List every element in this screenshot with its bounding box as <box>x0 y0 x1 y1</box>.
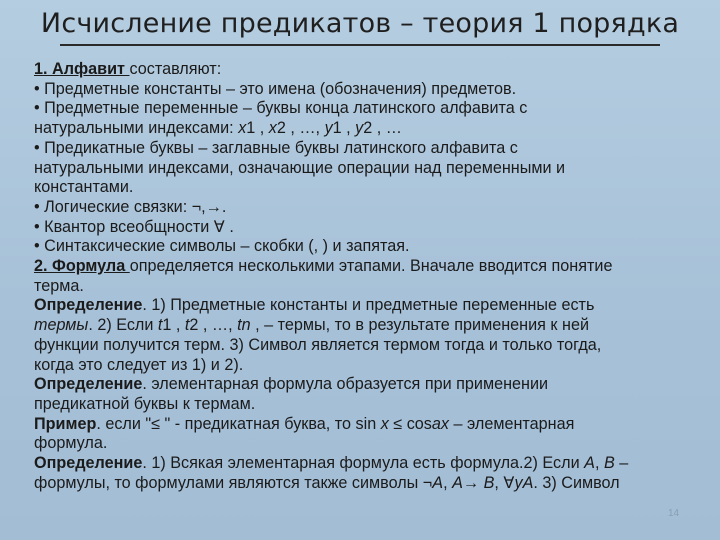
var-x: x <box>380 414 389 433</box>
bullet-quantifier: • Квантор всеобщности ∀ . <box>34 217 234 236</box>
text: . 1) Всякая элементарная формула есть формула.2) Если <box>142 454 585 473</box>
text: натуральными индексами: <box>34 119 239 138</box>
definition-heading: Определение <box>34 454 143 473</box>
example-heading: Пример <box>34 414 97 433</box>
text: 1 , <box>332 119 356 138</box>
text: 2 , … <box>363 119 402 138</box>
definition-formula-cont <box>34 474 704 494</box>
var-t: t <box>184 316 190 335</box>
text: . 3) Символ <box>533 473 620 492</box>
alphabet-heading: 1. Алфавит <box>34 60 130 78</box>
text: . 2) Если <box>88 316 158 335</box>
example-line-cont: формула. <box>34 434 108 453</box>
text: . 1) Предметные константы и предметные переменные есть <box>142 296 595 315</box>
var-ax: ax <box>431 414 449 433</box>
text: . элементарная формула образуется при применении <box>142 375 549 394</box>
bullet-predicates: • Предикатные буквы – заглавные буквы латинского алфавита с <box>34 138 518 157</box>
formula-line-cont: терма. <box>34 276 84 295</box>
definition-term-cont <box>34 316 704 336</box>
text: , <box>594 454 604 473</box>
var-x: x <box>268 119 277 138</box>
slide-title: Исчисление предикатов – теория 1 порядка <box>40 8 680 39</box>
definition-elementary-cont: предикатной буквы к термам. <box>34 394 256 413</box>
alphabet-line <box>34 60 704 80</box>
bullet-symbols: • Синтаксические символы – скобки (, ) и запятая. <box>34 237 410 256</box>
definition-term <box>34 296 704 316</box>
definition-term-cont2: функции получится терм. 3) Символ является термом тогда и только тогда, <box>34 335 602 354</box>
definition-term-cont3: когда это следует из 1) и 2). <box>34 355 244 374</box>
slide-body <box>34 60 704 493</box>
var-y: y <box>324 119 333 138</box>
text: , <box>443 473 453 492</box>
var-A: A <box>452 473 463 492</box>
definition-elementary <box>34 375 704 395</box>
bullet-predicates-cont: натуральными индексами, означающие операции над переменными и <box>34 158 566 177</box>
example-line <box>34 415 704 435</box>
var-A: A <box>432 473 444 492</box>
text: → <box>462 473 484 492</box>
formula-line <box>34 257 704 277</box>
bullet-variables-cont <box>34 119 704 139</box>
text: формулы, то формулами являются также символы ¬ <box>34 473 433 492</box>
term-word: термы <box>34 316 89 335</box>
var-tn: tn <box>237 316 251 335</box>
alphabet-text: составляют: <box>129 60 222 78</box>
text: – <box>614 454 629 473</box>
var-y: y <box>355 119 364 138</box>
text: – элементарная <box>449 414 575 433</box>
var-yA: yA <box>514 473 534 492</box>
var-t: t <box>157 316 163 335</box>
var-B: B <box>603 454 615 473</box>
var-x: x <box>238 119 247 138</box>
bullet-connectives: • Логические связки: ¬,→. <box>34 197 227 216</box>
text: ≤ cos <box>388 414 432 433</box>
formula-heading: 2. Формула <box>34 257 130 276</box>
text: , ∀ <box>494 473 515 492</box>
definition-heading: Определение <box>34 296 143 315</box>
title-underline <box>60 44 660 46</box>
var-B: B <box>483 473 495 492</box>
definition-heading: Определение <box>34 375 143 394</box>
formula-text: определяется несколькими этапами. Вначале вводится понятие <box>129 257 613 276</box>
text: . если "≤ " - предикатная буква, то sin <box>96 414 381 433</box>
text: 2 , …, <box>276 119 325 138</box>
bullet-constants: • Предметные константы – это имена (обозначения) предметов. <box>34 79 517 98</box>
definition-formula <box>34 454 704 474</box>
text: , – термы, то в результате применения к ней <box>250 316 589 335</box>
bullet-predicates-cont2: константами. <box>34 178 134 197</box>
text: 2 , …, <box>189 316 238 335</box>
text: 1 , <box>246 119 269 138</box>
var-A: A <box>584 454 595 473</box>
page-number: 14 <box>668 508 680 519</box>
text: 1 , <box>162 316 185 335</box>
bullet-variables: • Предметные переменные – буквы конца латинского алфавита с <box>34 99 528 118</box>
